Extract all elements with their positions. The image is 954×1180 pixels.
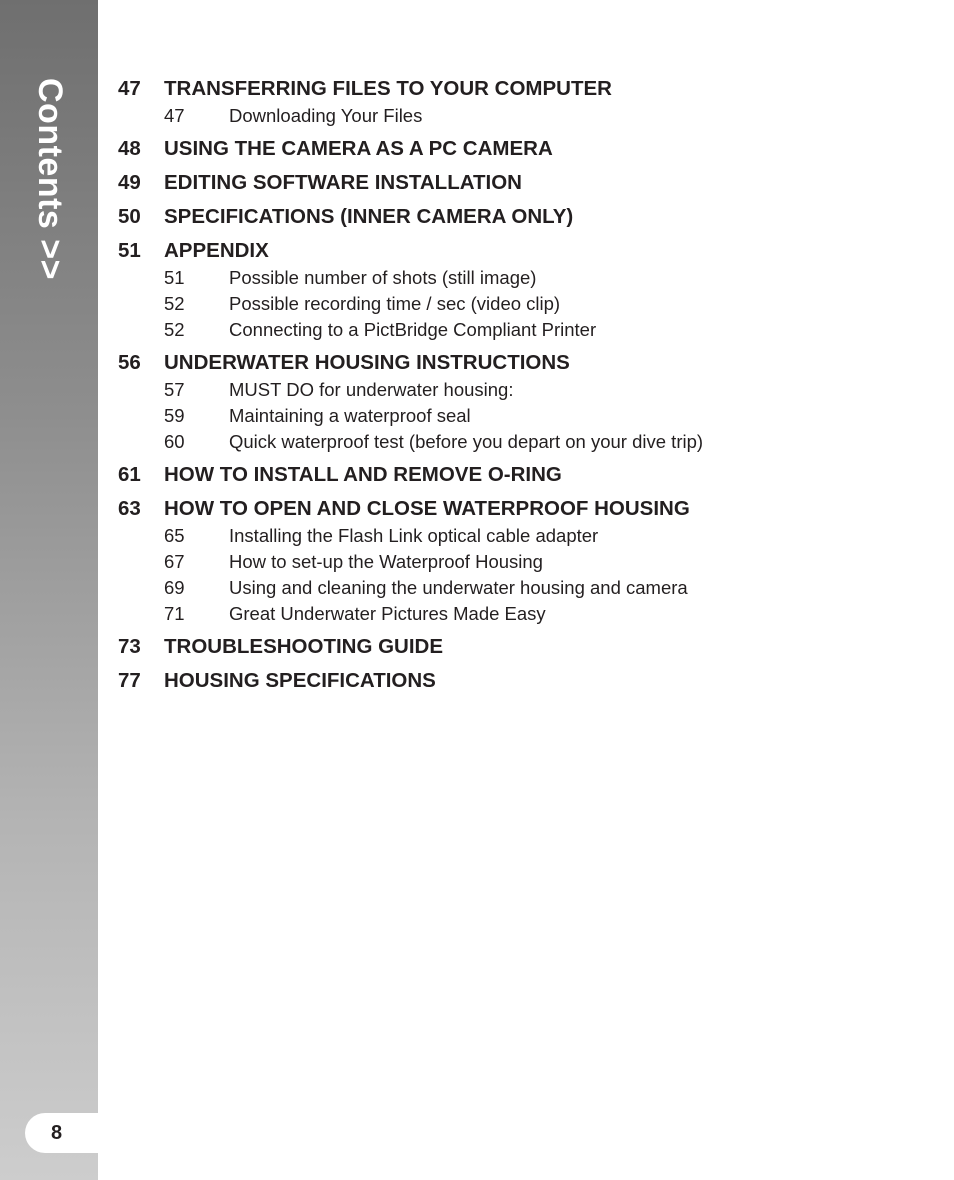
toc-heading[interactable] — [118, 239, 938, 265]
toc-heading-title: HOUSING SPECIFICATIONS — [164, 669, 436, 692]
toc-entry[interactable] — [118, 635, 938, 661]
toc-subentry[interactable] — [118, 265, 938, 291]
toc-subentry[interactable] — [118, 523, 938, 549]
toc-heading-title: TROUBLESHOOTING GUIDE — [164, 635, 444, 658]
toc-subentry[interactable] — [118, 291, 938, 317]
toc-subentry-page: 67 — [164, 551, 185, 572]
toc-subentry-title: MUST DO for underwater housing: — [229, 379, 514, 400]
toc-subentry-page: 71 — [164, 603, 185, 624]
toc-subentry[interactable] — [118, 317, 938, 343]
toc-heading[interactable] — [118, 635, 938, 661]
toc-subentry[interactable] — [118, 429, 938, 455]
toc-heading[interactable] — [118, 669, 938, 695]
toc-heading-title: UNDERWATER HOUSING INSTRUCTIONS — [164, 351, 570, 374]
toc-subentry-page: 52 — [164, 319, 185, 340]
toc-subentry-page: 51 — [164, 267, 185, 288]
toc-subentry-page: 59 — [164, 405, 185, 426]
toc-heading[interactable] — [118, 205, 938, 231]
toc-entry[interactable] — [118, 497, 938, 627]
toc-subentry-title: Great Underwater Pictures Made Easy — [229, 603, 546, 624]
toc-subentry[interactable] — [118, 601, 938, 627]
toc-heading-title: SPECIFICATIONS (INNER CAMERA ONLY) — [164, 205, 574, 228]
toc-subentry[interactable] — [118, 549, 938, 575]
toc-heading-title: APPENDIX — [164, 239, 269, 262]
toc-subentry[interactable] — [118, 103, 938, 129]
toc-heading-page: 48 — [118, 137, 141, 160]
toc-heading-page: 50 — [118, 205, 141, 228]
toc-subentry-title: How to set-up the Waterproof Housing — [229, 551, 543, 572]
toc-subentry[interactable] — [118, 403, 938, 429]
toc-heading-title: EDITING SOFTWARE INSTALLATION — [164, 171, 522, 194]
toc-entry[interactable] — [118, 669, 938, 695]
toc-subentry-page: 69 — [164, 577, 185, 598]
toc-heading-page: 51 — [118, 239, 141, 262]
toc-heading-title: HOW TO INSTALL AND REMOVE O-RING — [164, 463, 562, 486]
toc-entry[interactable] — [118, 351, 938, 455]
toc-heading[interactable] — [118, 497, 938, 523]
toc-subentry-title: Maintaining a waterproof seal — [229, 405, 471, 426]
toc-subentry-page: 57 — [164, 379, 185, 400]
toc-heading-page: 61 — [118, 463, 141, 486]
toc-heading[interactable] — [118, 77, 938, 103]
toc-subentry-page: 52 — [164, 293, 185, 314]
toc-subentry-page: 60 — [164, 431, 185, 452]
toc-entry[interactable] — [118, 239, 938, 343]
toc-entry[interactable] — [118, 205, 938, 231]
sidebar — [0, 0, 98, 1180]
toc-heading-page: 47 — [118, 77, 141, 100]
toc-subentry-title: Quick waterproof test (before you depart on your dive trip) — [229, 431, 704, 452]
toc-subentry-title: Possible recording time / sec (video clip) — [229, 293, 561, 314]
toc-entry[interactable] — [118, 137, 938, 163]
page-number-tab — [25, 1113, 98, 1153]
toc-subentry-title: Using and cleaning the underwater housing and camera — [229, 577, 688, 598]
toc-heading-page: 63 — [118, 497, 141, 520]
toc-entry[interactable] — [118, 171, 938, 197]
toc-subentry-page: 65 — [164, 525, 185, 546]
toc-heading[interactable] — [118, 171, 938, 197]
toc-subentry-page: 47 — [164, 105, 185, 126]
toc-heading[interactable] — [118, 137, 938, 163]
toc-entry[interactable] — [118, 77, 938, 129]
page-number: 8 — [51, 1122, 63, 1144]
toc-heading-title: USING THE CAMERA AS A PC CAMERA — [164, 137, 553, 160]
toc-heading-title: TRANSFERRING FILES TO YOUR COMPUTER — [164, 77, 612, 100]
toc-subentry[interactable] — [118, 377, 938, 403]
toc-subentry[interactable] — [118, 575, 938, 601]
toc-subentry-title: Installing the Flash Link optical cable adapter — [229, 525, 599, 546]
toc-subentry-title: Connecting to a PictBridge Compliant Printer — [229, 319, 597, 340]
toc-heading-page: 49 — [118, 171, 141, 194]
table-of-contents — [118, 77, 938, 695]
toc-subentry-title: Possible number of shots (still image) — [229, 267, 537, 288]
toc-heading-page: 56 — [118, 351, 141, 374]
toc-heading-title: HOW TO OPEN AND CLOSE WATERPROOF HOUSING — [164, 497, 690, 520]
sidebar-title: Contents >> — [31, 78, 69, 280]
toc-subentry-title: Downloading Your Files — [229, 105, 423, 126]
toc-heading[interactable] — [118, 351, 938, 377]
toc-entry[interactable] — [118, 463, 938, 489]
toc-heading-page: 73 — [118, 635, 141, 658]
toc-heading-page: 77 — [118, 669, 141, 692]
toc-heading[interactable] — [118, 463, 938, 489]
